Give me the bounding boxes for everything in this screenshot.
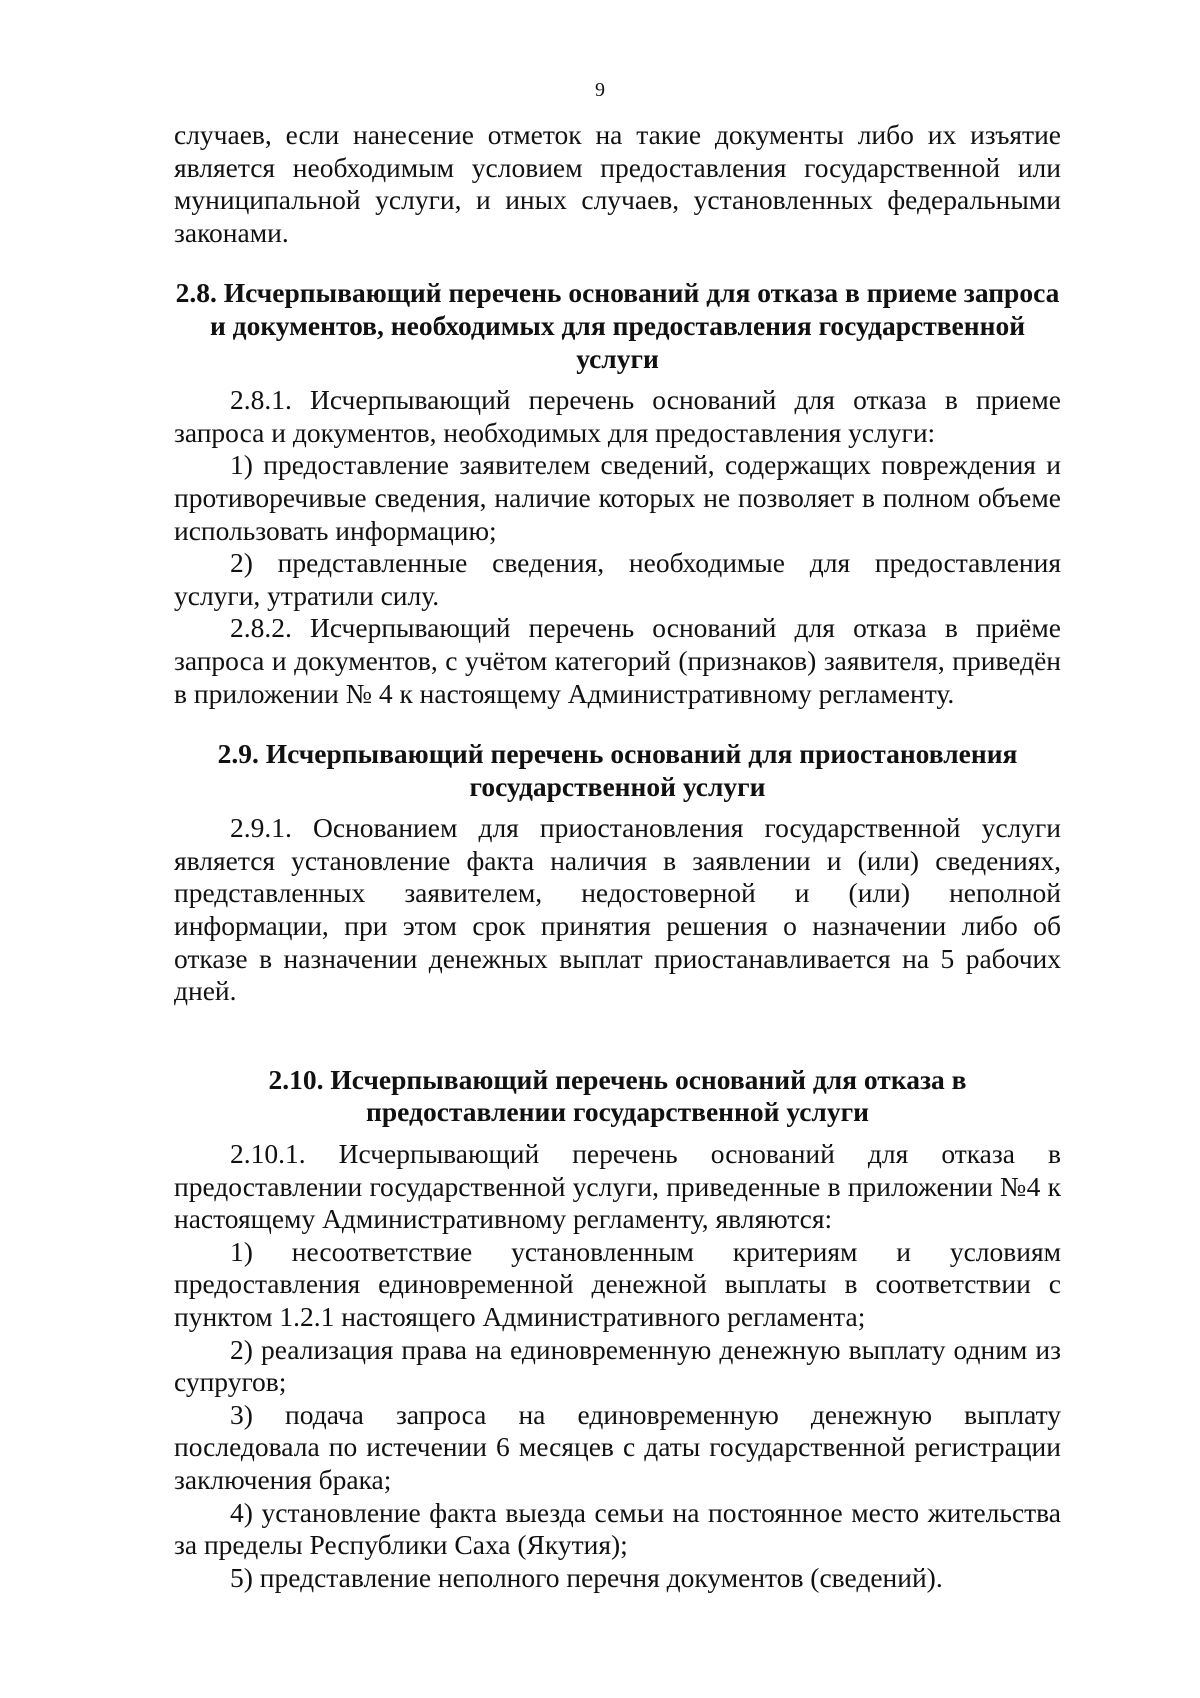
list-item: 2) реализация права на единовременную денежную выплату одним из супругов; bbox=[174, 1333, 1061, 1398]
list-item: 1) несоответствие установленным критериям и условиям предоставления единовременной денежной выплаты в соответствии с пунктом 1.2.1 настоящего Административного регламента; bbox=[174, 1235, 1061, 1332]
paragraph-2-9-1: 2.9.1. Основанием для приостановления государственной услуги является установление факта наличия в заявлении и (или) сведениях, представленных заявителем, недостоверной и (или) неполной информации, при этом срок принятия решения о назначении либо об отказе в назначении денежных выплат приостанавливается на 5 рабочих дней. bbox=[174, 812, 1061, 1007]
list-item: 2) представленные сведения, необходимые для предоставления услуги, утратили силу. bbox=[174, 547, 1061, 611]
section-2-10-heading: 2.10. Исчерпывающий перечень оснований для отказа в предоставлении государственной услуги bbox=[268, 1063, 967, 1128]
section-2-8 bbox=[174, 277, 1061, 710]
list-item: 4) установление факта выезда семьи на постоянное место жительства за пределы Республики Саха (Якутия); bbox=[174, 1496, 1061, 1561]
paragraph-2-8-1: 2.8.1. Исчерпывающий перечень оснований для отказа в приеме запроса и документов, необходимых для предоставления услуги: bbox=[174, 384, 1061, 448]
list-item: 3) подача запроса на единовременную денежную выплату последовала по истечении 6 месяцев с даты государственной регистрации заключения брака; bbox=[174, 1398, 1061, 1495]
paragraph-2-8-2: 2.8.2. Исчерпывающий перечень оснований для отказа в приёме запроса и документов, с учётом категорий (признаков) заявителя, приведён в приложении № 4 к настоящему Административному регламенту. bbox=[174, 612, 1061, 709]
list-item: 1) предоставление заявителем сведений, содержащих повреждения и противоречивые сведения, наличие которых не позволяет в полном объеме использовать информацию; bbox=[174, 449, 1061, 546]
section-2-9 bbox=[174, 738, 1061, 1008]
list-item: 5) представление неполного перечня документов (сведений). bbox=[230, 1561, 943, 1593]
page-content bbox=[174, 119, 1061, 1594]
intro-paragraph: случаев, если нанесение отметок на такие документы либо их изъятие является необходимым условием предоставления государственной или муниципальной услуги, и иных случаев, установленных федеральными законами. bbox=[174, 119, 1061, 248]
section-2-8-heading: 2.8. Исчерпывающий перечень оснований для отказа в приеме запроса и документов, необходимых для предоставления государственной услуги bbox=[175, 277, 1060, 374]
section-2-9-heading: 2.9. Исчерпывающий перечень оснований для приостановления государственной услуги bbox=[217, 738, 1018, 802]
page-number: 9 bbox=[595, 79, 605, 101]
section-2-10 bbox=[174, 1064, 1061, 1595]
paragraph-2-10-1: 2.10.1. Исчерпывающий перечень оснований для отказа в предоставлении государственной услуги, приведенные в приложении №4 к настоящему Административному регламенту, являются: bbox=[174, 1138, 1061, 1235]
